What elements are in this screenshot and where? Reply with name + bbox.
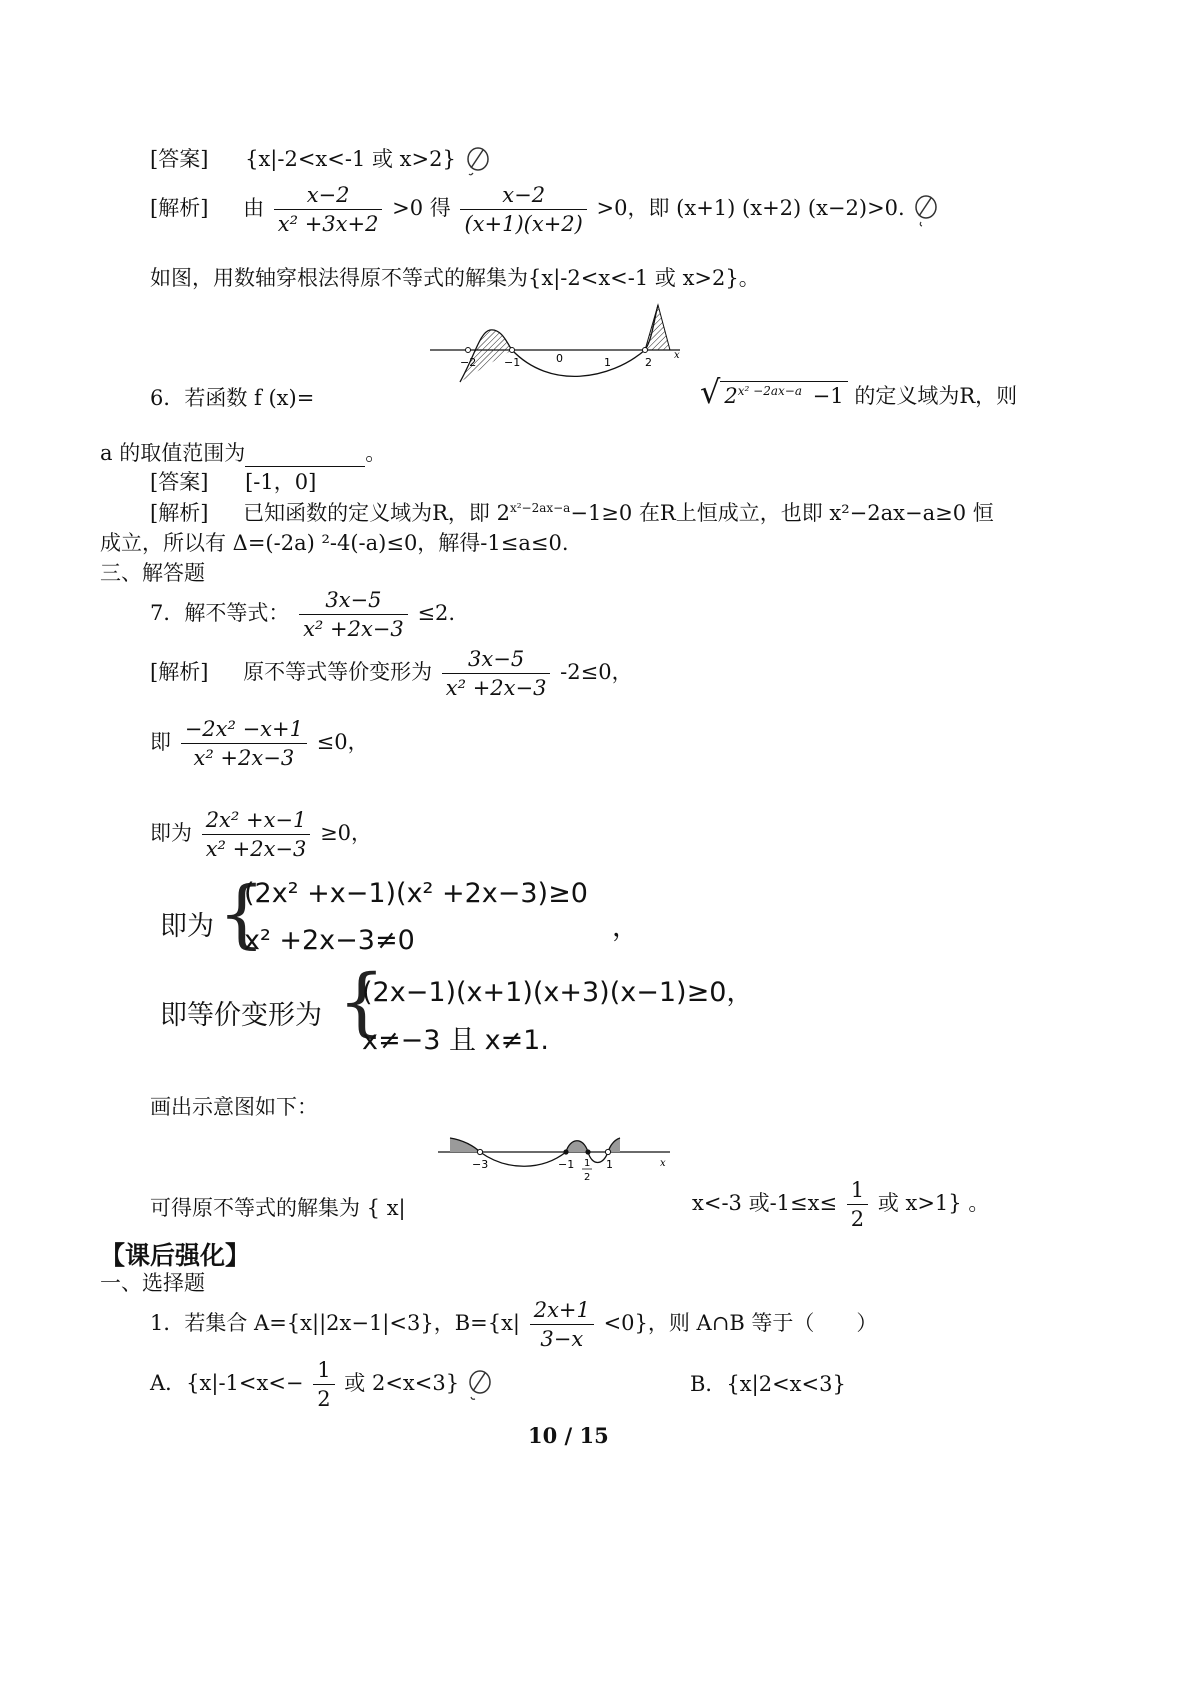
number-line-figure-2 (438, 1132, 678, 1188)
fraction-denominator: x² +2x−3 (445, 676, 547, 700)
c1-option-a (150, 1358, 496, 1411)
q7-result-lead: 可得原不等式的解集为 { x| (150, 1196, 406, 1220)
fraction-denominator: 3−x (540, 1327, 584, 1351)
q6-sqrt-expression (700, 373, 1018, 411)
q6-stem: 6．若函数 f (x)= (150, 386, 315, 410)
section-title-3: 三、解答题 (100, 561, 205, 585)
tick-label: −1 (558, 1158, 575, 1171)
tick-label: 1 (604, 356, 611, 369)
sqrt-base: 2 (724, 384, 738, 408)
c1-stem (150, 1298, 877, 1351)
q7-stem-tail: ≤2. (417, 601, 456, 625)
fraction-numerator: x−2 (460, 183, 586, 210)
q6-stem-tail: 的定义域为R，则 (854, 384, 1018, 408)
step-text: ≤0， (316, 730, 369, 754)
fraction-denominator: 2 (317, 1387, 331, 1411)
fraction (530, 1298, 594, 1351)
q7-result-tail (692, 1178, 989, 1231)
fraction-denominator: x² +3x+2 (277, 212, 379, 236)
fraction-2 (460, 183, 586, 236)
system2-lead: 即等价变形为 (160, 1000, 322, 1031)
q6-stem-line2 (100, 437, 386, 467)
system1-lead: 即为 (160, 911, 214, 942)
after-class-heading: 【课后强化】 (100, 1241, 251, 1270)
fraction-denominator: x² +2x−3 (303, 617, 404, 641)
stem-text: 1．若集合 A={x||2x−1|<3}，B={x| (150, 1311, 521, 1335)
fraction-numerator: 3x−5 (299, 588, 408, 615)
fraction (299, 588, 408, 641)
q7-step2 (150, 808, 372, 861)
q7-analysis-line (150, 647, 633, 700)
analysis-text: −1≥0 在R上恒成立，也即 x²−2ax−a≥0 恒 (570, 501, 994, 525)
step-text: ≥0， (320, 821, 373, 845)
q5-analysis-line (150, 183, 943, 236)
sqrt-minus: −1 (812, 384, 844, 408)
q5-answer-line (150, 143, 495, 178)
tick-label: 2 (584, 1172, 591, 1183)
q6-answer-line (150, 466, 316, 496)
system1-line1: (2x² +x−1)(x² +2x−3)≥0 (244, 878, 588, 909)
answer-blank (245, 446, 365, 467)
system2-line1: (2x−1)(x+1)(x+3)(x−1)≥0， (362, 977, 754, 1008)
analysis-text: >0，即 (x+1) (x+2) (x−2)>0. (596, 196, 905, 220)
fraction-denominator: 2 (850, 1207, 865, 1231)
axis-label: x (660, 1158, 666, 1169)
axis-label: x (674, 350, 680, 361)
analysis-tag: [解析] (150, 196, 209, 220)
answer-tag: [答案] (150, 470, 209, 494)
fraction-numerator: 1 (847, 1178, 868, 1205)
q5-figure-caption: 如图，用数轴穿根法得原不等式的解集为{x|-2<x<-1 或 x>2}。 (150, 266, 760, 290)
q7-step1 (150, 717, 369, 770)
system1-line2: x² +2x−3≠0 (244, 925, 415, 956)
fraction-denominator: x² +2x−3 (205, 837, 307, 861)
analysis-tag: [解析] (150, 660, 209, 684)
tick-label: 1 (584, 1158, 591, 1169)
analysis-text: 由 (243, 196, 265, 220)
q7-stem (150, 588, 455, 641)
fraction (313, 1358, 334, 1411)
tick-label: −3 (472, 1158, 489, 1171)
fraction-1 (274, 183, 383, 236)
step-text: 即为 (150, 821, 192, 845)
fraction (847, 1178, 868, 1231)
option-text: 或 2<x<3} (344, 1371, 460, 1395)
q7-draw-caption: 画出示意图如下： (150, 1095, 318, 1119)
result-text: 或 x>1} 。 (877, 1191, 990, 1215)
tick-label: 0 (556, 352, 563, 365)
q6-analysis-line2: 成立，所以有 Δ=(-2a) ²-4(-a)≤0，解得-1≤a≤0. (100, 531, 569, 555)
tick-label: −2 (460, 356, 477, 369)
left-brace-icon: { (218, 871, 266, 957)
fraction (181, 717, 307, 770)
fraction (202, 808, 311, 861)
analysis-text: 原不等式等价变形为 (243, 660, 433, 684)
answer-tag: [答案] (150, 147, 209, 171)
fraction-numerator: 3x−5 (442, 647, 551, 674)
step-text: 即 (150, 730, 171, 754)
tick-label: −1 (504, 356, 521, 369)
check-mark-icon (463, 144, 495, 178)
sqrt-body (720, 381, 847, 408)
q6-analysis-line (150, 497, 994, 527)
option-text: A．{x|-1<x<− (150, 1371, 304, 1395)
page-number: 10 / 15 (528, 1423, 609, 1448)
c1-option-b: B．{x|2<x<3} (690, 1372, 846, 1396)
analysis-tag: [解析] (150, 501, 209, 525)
exponent: x²−2ax−a (509, 501, 571, 515)
sqrt-exponent: x² −2ax−a (737, 384, 802, 398)
fraction-numerator: 2x² +x−1 (202, 808, 311, 835)
stem-text: <0}，则 A∩B 等于（ ） (603, 1311, 878, 1335)
analysis-text: 已知函数的定义域为R，即 2 (243, 501, 510, 525)
answer-text: [-1，0] (245, 470, 317, 494)
fraction-denominator: (x+1)(x+2) (464, 212, 583, 236)
number-line-figure-1 (430, 300, 690, 390)
left-brace-icon: { (338, 959, 386, 1045)
q6-stem-end: 。 (365, 441, 387, 465)
sqrt-icon: √ (700, 373, 721, 411)
tick-label: 2 (645, 356, 652, 369)
section-title-1: 一、选择题 (100, 1271, 205, 1295)
sqrt-sign (700, 373, 848, 411)
fraction-numerator: 1 (313, 1358, 334, 1385)
check-mark-icon (911, 192, 943, 228)
system1-comma: ， (612, 912, 639, 943)
q6-stem-text: a 的取值范围为 (100, 441, 246, 465)
analysis-text: -2≤0， (560, 660, 633, 684)
fraction-numerator: x−2 (274, 183, 383, 210)
result-text: x<-3 或-1≤x≤ (692, 1191, 838, 1215)
q7-stem-text: 7．解不等式： (150, 601, 290, 625)
fraction (442, 647, 551, 700)
analysis-text: >0 得 (392, 196, 451, 220)
fraction-numerator: 2x+1 (530, 1298, 594, 1325)
fraction-denominator: x² +2x−3 (193, 746, 295, 770)
fraction-numerator: −2x² −x+1 (181, 717, 307, 744)
tick-label: 1 (606, 1158, 613, 1171)
check-mark-icon (466, 1367, 496, 1403)
system2-line2: x≠−3 且 x≠1. (362, 1025, 549, 1056)
answer-text: {x|-2<x<-1 或 x>2} (245, 147, 456, 171)
